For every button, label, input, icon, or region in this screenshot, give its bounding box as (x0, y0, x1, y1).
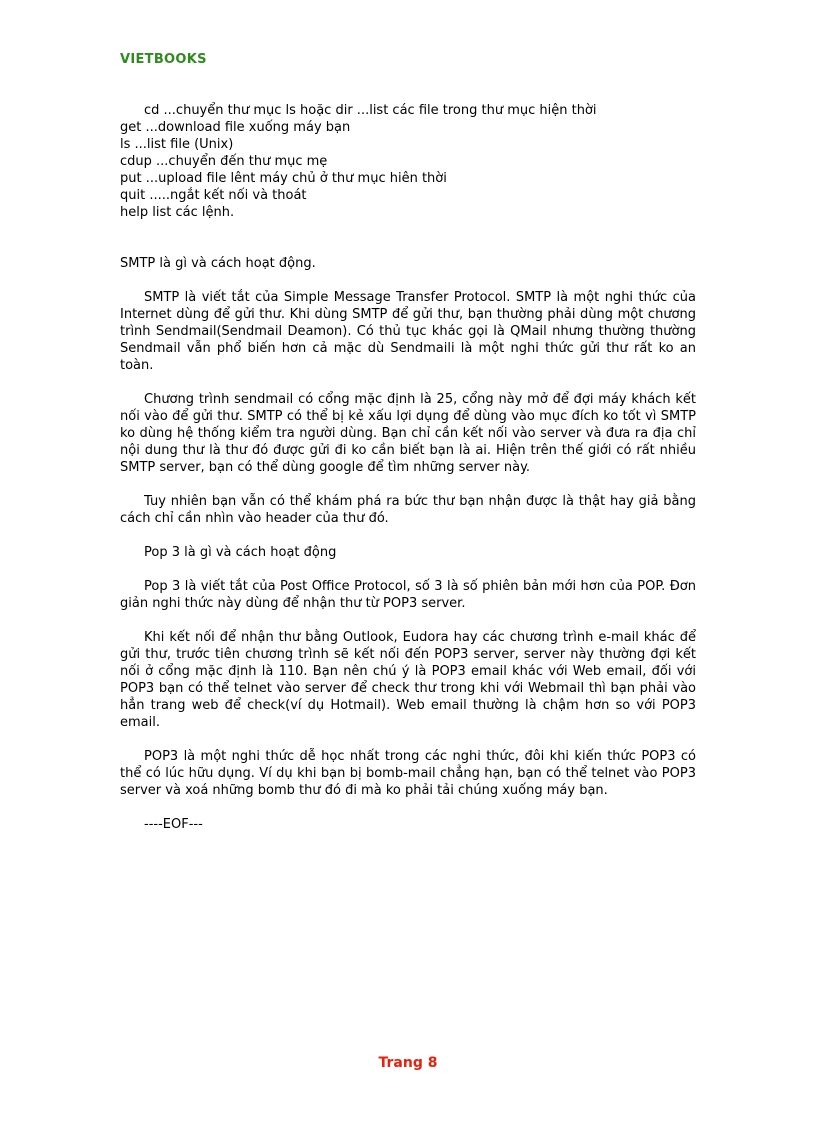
smtp-paragraph-3: Tuy nhiên bạn vẫn có thể khám phá ra bức thư bạn nhận được là thật hay giả bằng cách chỉ cần nhìn vào header của thư đó. (120, 494, 696, 526)
pop3-paragraph-3: POP3 là một nghi thức dễ học nhất trong các nghi thức, đôi khi kiến thức POP3 có thể có lúc hữu dụng. Ví dụ khi bạn bị bomb-mail chẳng hạn, bạn có thể telnet vào POP3 server và xoá những bomb thư đó đi mà ko phải tải chúng xuống máy bạn. (120, 749, 696, 798)
command-line-help: help list các lệnh. (120, 205, 235, 220)
command-line-ls: ls ...list file (Unix) (120, 137, 234, 152)
command-line-cd: cd ...chuyển thư mục ls hoặc dir ...list các file trong thư mục hiện thời (144, 103, 597, 118)
smtp-paragraph-1: SMTP là viết tắt của Simple Message Transfer Protocol. SMTP là một nghi thức của Internet dùng để gửi thư. Khi dùng SMTP để gửi thư, bạn thường phải dùng một chương trình Sendmail(Sendmail Deamon). Có thủ tục khác gọi là QMail nhưng thường thường Sendmail vẫn phổ biến hơn cả mặc dù Sendmaili là một nghi thức gửi thư rất ko an toàn. (120, 290, 696, 373)
document-header-brand: VIETBOOKS (120, 52, 207, 67)
pop3-heading: Pop 3 là gì và cách hoạt động (144, 545, 337, 560)
smtp-paragraph-2: Chương trình sendmail có cổng mặc định là 25, cổng này mở để đợi máy khách kết nối vào để gửi thư. SMTP có thể bị kẻ xấu lợi dụng để dùng vào mục đích ko tốt vì SMTP ko dùng hệ thống kiểm tra người dùng. Bạn chỉ cần kết nối vào server và đưa ra địa chỉ nội dung thư là thư đó được gửi đi ko cần biết bạn là ai. Hiện trên thế giới có rất nhiều SMTP server, bạn có thể dùng google để tìm những server này. (120, 392, 696, 475)
pop3-paragraph-2: Khi kết nối để nhận thư bằng Outlook, Eudora hay các chương trình e-mail khác để gửi thư, trước tiên chương trình sẽ kết nối đến POP3 server, server này thường đợi kết nối ở cổng mặc định là 110. Bạn nên chú ý là POP3 email khác với Web email, đối với POP3 bạn có thể telnet vào server để check thư trong khi với Webmail thì bạn phải vào hẳn trang web để check(ví dụ Hotmail). Web email thường là chậm hơn so với POP3 email. (120, 630, 696, 730)
document-body (120, 102, 696, 833)
command-line-put: put ...upload file lênt máy chủ ở thư mục hiên thời (120, 171, 447, 186)
command-line-get: get ...download file xuống máy bạn (120, 120, 351, 135)
command-line-cdup: cdup ...chuyển đến thư mục mẹ (120, 154, 328, 169)
page-number: Trang 8 (378, 1055, 438, 1071)
smtp-heading: SMTP là gì và cách hoạt động. (120, 256, 316, 271)
pop3-paragraph-1: Pop 3 là viết tắt của Post Office Protocol, số 3 là số phiên bản mới hơn của POP. Đơn giản nghi thức này dùng để nhận thư từ POP3 server. (120, 579, 696, 611)
command-line-quit: quit .....ngắt kết nối và thoát (120, 188, 307, 203)
end-of-file-marker: ----EOF--- (144, 817, 203, 832)
